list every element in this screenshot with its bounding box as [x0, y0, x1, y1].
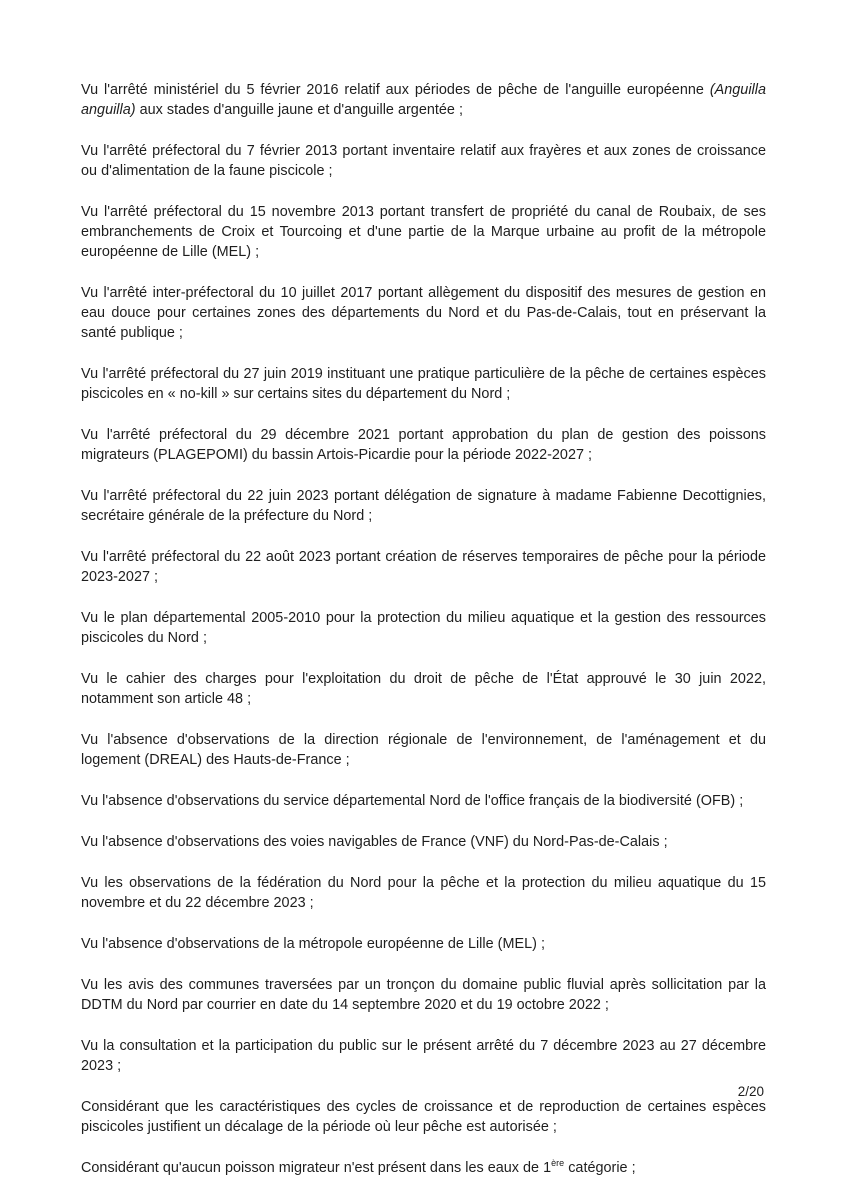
paragraph-cahier-des-charges: Vu le cahier des charges pour l'exploitation du droit de pêche de l'État approuvé le 30 juin 2022, notamment son article 48 ;	[81, 671, 766, 707]
paragraph-text: catégorie ;	[564, 1160, 636, 1176]
paragraph-ofb: Vu l'absence d'observations du service départemental Nord de l'office français de la biodiversité (OFB) ;	[81, 793, 744, 809]
paragraph-plan-departemental: Vu le plan départemental 2005-2010 pour la protection du milieu aquatique et la gestion des ressources piscicoles du Nord ;	[81, 610, 766, 646]
paragraph-text: Vu l'arrêté ministériel du 5 février 2016 relatif aux périodes de pêche de l'anguille européenne	[81, 82, 710, 98]
paragraph-arrete-inter-prefectoral: Vu l'arrêté inter-préfectoral du 10 juillet 2017 portant allègement du dispositif des mesures de gestion en eau douce pour certaines zones des départements du Nord et du Pas-de-Calais, tout en préservant la santé publique ;	[81, 285, 766, 341]
page-number: 2/20	[737, 1084, 764, 1099]
paragraph-vnf: Vu l'absence d'observations des voies navigables de France (VNF) du Nord-Pas-de-Calais ;	[81, 834, 668, 850]
paragraph-arrete-delegation: Vu l'arrêté préfectoral du 22 juin 2023 portant délégation de signature à madame Fabienne Decottignies, secrétaire générale de la préfecture du Nord ;	[81, 488, 766, 524]
paragraph-dreal: Vu l'absence d'observations de la direction régionale de l'environnement, de l'aménagement et du logement (DREAL) des Hauts-de-France ;	[81, 732, 766, 768]
paragraph-arrete-no-kill: Vu l'arrêté préfectoral du 27 juin 2019 instituant une pratique particulière de la pêche de certaines espèces piscicoles en « no-kill » sur certains sites du département du Nord ;	[81, 366, 766, 402]
superscript-ere: ère	[551, 1158, 565, 1169]
paragraph-considerant-cycles: Considérant que les caractéristiques des cycles de croissance et de reproduction de certaines espèces piscicoles justifient un décalage de la période où leur pêche est autorisée ;	[81, 1099, 766, 1135]
paragraph-federation: Vu les observations de la fédération du Nord pour la pêche et la protection du milieu aquatique du 15 novembre et du 22 décembre 2023 ;	[81, 875, 766, 911]
paragraph-text: aux stades d'anguille jaune et d'anguille argentée ;	[135, 102, 463, 118]
paragraph-considerant-migrateur	[81, 1158, 766, 1178]
paragraph-text: Considérant qu'aucun poisson migrateur n'est présent dans les eaux de 1	[81, 1160, 552, 1176]
paragraph-consultation-public: Vu la consultation et la participation du public sur le présent arrêté du 7 décembre 2023 au 27 décembre 2023 ;	[81, 1038, 766, 1074]
paragraph-arrete-anguille	[81, 80, 766, 120]
species-name-italic: (Anguilla anguilla)	[81, 82, 766, 118]
paragraph-mel: Vu l'absence d'observations de la métropole européenne de Lille (MEL) ;	[81, 936, 545, 952]
paragraph-communes: Vu les avis des communes traversées par un tronçon du domaine public fluvial après sollicitation par la DDTM du Nord par courrier en date du 14 septembre 2020 et du 19 octobre 2022 ;	[81, 977, 766, 1013]
paragraph-arrete-frayeres: Vu l'arrêté préfectoral du 7 février 2013 portant inventaire relatif aux frayères et aux zones de croissance ou d'alimentation de la faune piscicole ;	[81, 143, 766, 179]
paragraph-arrete-canal-roubaix: Vu l'arrêté préfectoral du 15 novembre 2013 portant transfert de propriété du canal de Roubaix, de ses embranchements de Croix et Tourcoing et d'une partie de la Marque urbaine au profit de la métropole européenne de Lille (MEL) ;	[81, 204, 766, 260]
paragraph-arrete-reserves: Vu l'arrêté préfectoral du 22 août 2023 portant création de réserves temporaires de pêche pour la période 2023-2027 ;	[81, 549, 766, 585]
document-body	[81, 80, 766, 1199]
paragraph-arrete-plagepomi: Vu l'arrêté préfectoral du 29 décembre 2021 portant approbation du plan de gestion des poissons migrateurs (PLAGEPOMI) du bassin Artois-Picardie pour la période 2022-2027 ;	[81, 427, 766, 463]
